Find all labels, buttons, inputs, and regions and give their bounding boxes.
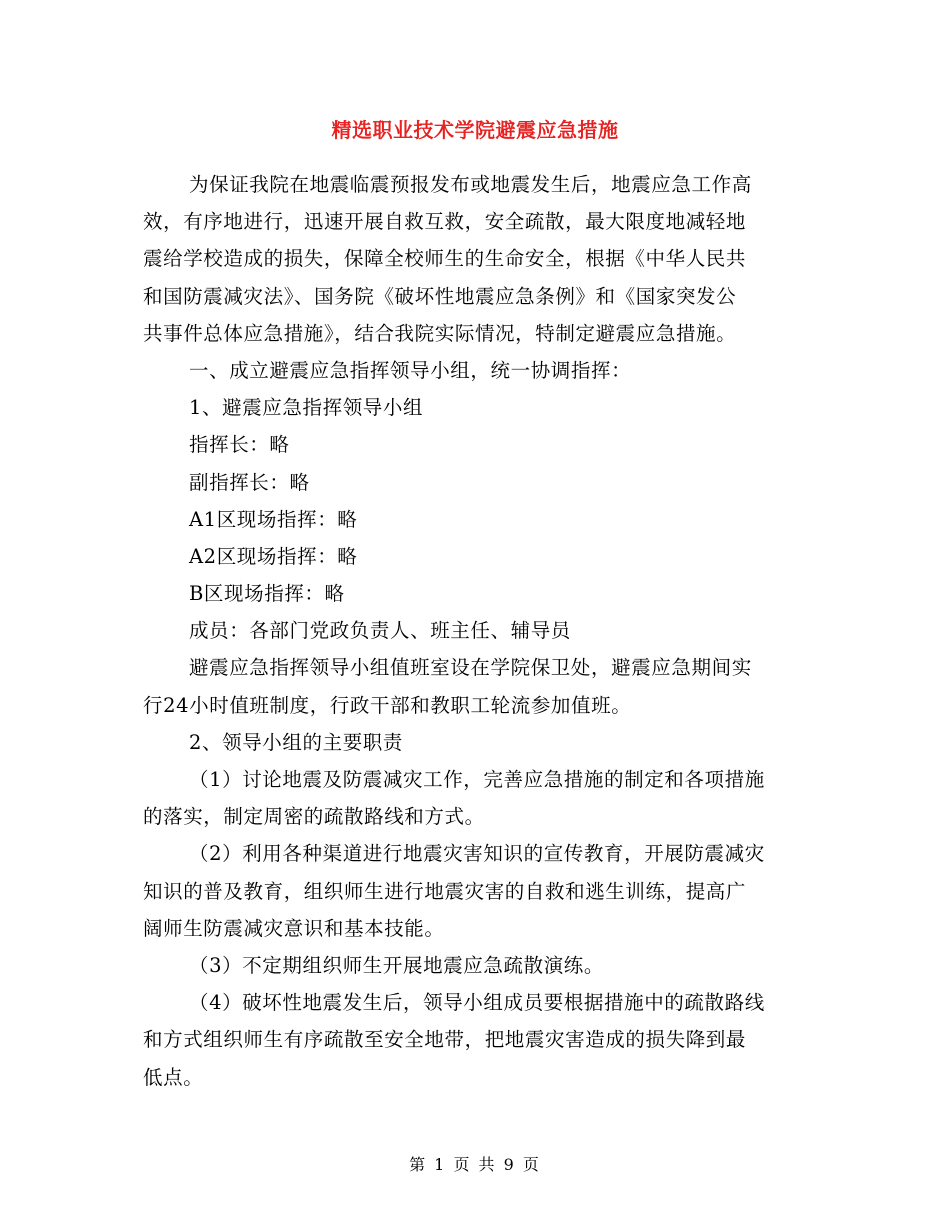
- document-title: 精选职业技术学院避震应急措施: [331, 118, 619, 142]
- paragraph-line: 和国防震减灾法》、国务院《破坏性地震应急条例》和《国家突发公: [143, 284, 737, 308]
- paragraph-line: 和方式组织师生有序疏散至安全地带，把地震灾害造成的损失降到最: [143, 1028, 747, 1052]
- paragraph-line: （4）破坏性地震发生后，领导小组成员要根据措施中的疏散路线: [189, 991, 765, 1015]
- list-item: 副指挥长：略: [189, 470, 310, 494]
- paragraph-line: 阔师生防震减灾意识和基本技能。: [143, 916, 445, 940]
- list-item: 成员：各部门党政负责人、班主任、辅导员: [189, 619, 571, 643]
- paragraph-line: 为保证我院在地震临震预报发布或地震发生后，地震应急工作高: [189, 173, 752, 196]
- page-footer: 第 1 页 共 9 页: [409, 1155, 541, 1174]
- paragraph-line: 的落实，制定周密的疏散路线和方式。: [143, 805, 485, 829]
- subsection-heading: 1、避震应急指挥领导小组: [189, 396, 424, 420]
- paragraph-line: 知识的普及教育，组织师生进行地震灾害的自救和逃生训练，提高广: [143, 879, 747, 903]
- paragraph-line: 避震应急指挥领导小组值班室设在学院保卫处，避震应急期间实: [189, 656, 752, 680]
- paragraph-line: （3）不定期组织师生开展地震应急疏散演练。: [189, 953, 605, 977]
- paragraph-line: （2）利用各种渠道进行地震灾害知识的宣传教育，开展防震减灾: [189, 842, 765, 866]
- paragraph-line: 行24小时值班制度，行政干部和教职工轮流参加值班。: [143, 693, 632, 717]
- section-heading: 一、成立避震应急指挥领导小组，统一协调指挥：: [189, 358, 632, 382]
- list-item: B区现场指挥：略: [189, 582, 345, 606]
- paragraph-line: 效，有序地进行，迅速开展自救互救，安全疏散，最大限度地减轻地: [143, 210, 747, 234]
- paragraph-line: （1）讨论地震及防震减灾工作，完善应急措施的制定和各项措施: [189, 768, 765, 791]
- subsection-heading: 2、领导小组的主要职责: [189, 730, 404, 754]
- document-body: [143, 166, 807, 1096]
- paragraph-line: 低点。: [143, 1065, 204, 1089]
- list-item: A1区现场指挥：略: [189, 507, 358, 531]
- paragraph-line: 震给学校造成的损失，保障全校师生的生命安全，根据《中华人民共: [143, 247, 747, 271]
- list-item: 指挥长：略: [189, 433, 290, 457]
- list-item: A2区现场指挥：略: [189, 544, 358, 568]
- paragraph-line: 共事件总体应急措施》，结合我院实际情况，特制定避震应急措施。: [143, 321, 737, 345]
